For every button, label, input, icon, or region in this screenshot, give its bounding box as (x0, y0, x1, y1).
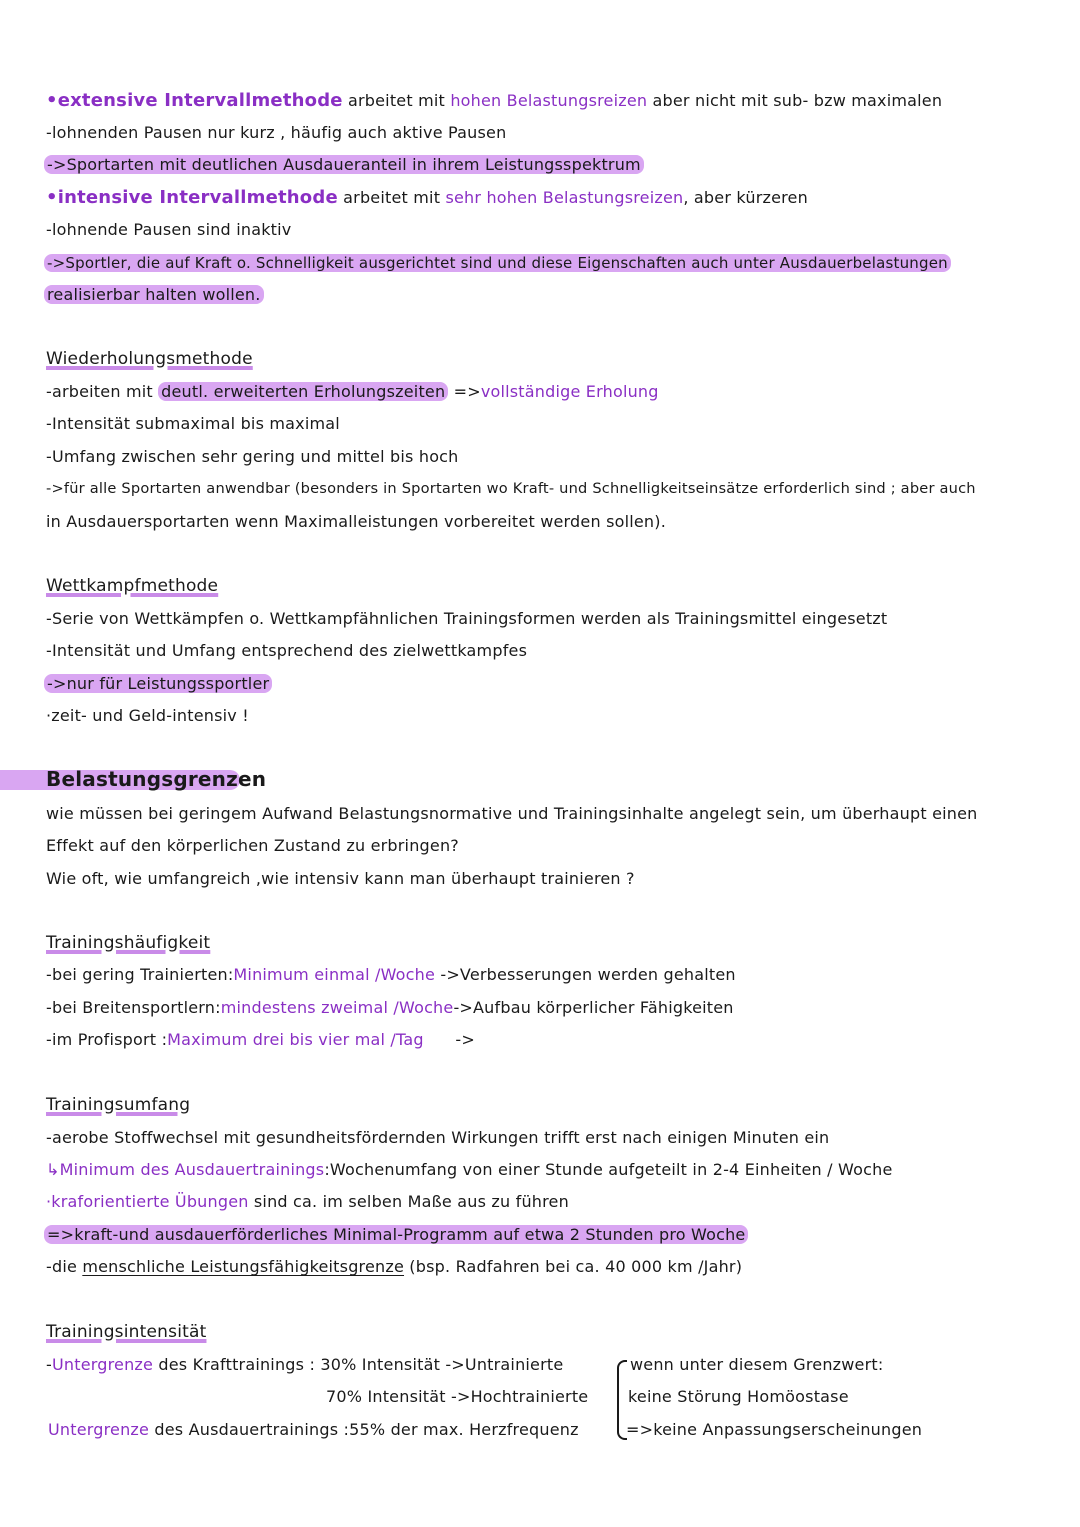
belastung-heading: Belastungsgrenzen (46, 767, 267, 791)
highlight-text: hohen Belastungsreizen (450, 91, 648, 110)
highlighted-note: realisierbar halten wollen. (44, 285, 264, 304)
text: -bei gering Trainierten: (46, 965, 234, 984)
highlighted-note: =>kraft-und ausdauerförderliches Minimal-Programm auf etwa 2 Stunden pro Woche (44, 1225, 748, 1244)
text: => (448, 382, 481, 401)
haeufigkeit-heading: Trainingshäufigkeit (46, 933, 211, 953)
belastung-line-3: Wie oft, wie umfangreich ,wie intensiv kann man überhaupt trainieren ? (46, 869, 635, 888)
text: sind ca. im selben Maße aus zu führen (248, 1192, 569, 1211)
text: -im Profisport : (46, 1030, 168, 1049)
intervall-line-4 (46, 187, 808, 209)
text: ->Verbesserungen werden gehalten (435, 965, 736, 984)
wiederholung-line-1 (46, 381, 659, 403)
extensive-term: •extensive Intervallmethode (46, 90, 343, 111)
intervall-line-5: -lohnende Pausen sind inaktiv (46, 220, 292, 239)
intensitaet-right-1: wenn unter diesem Grenzwert: (630, 1355, 884, 1374)
text: des Ausdauertrainings :55% der max. Herzfrequenz (149, 1420, 579, 1439)
text: -die (46, 1257, 83, 1276)
intervall-line-6 (44, 252, 951, 274)
umfang-line-1: -aerobe Stoffwechsel mit gesundheitsfördernden Wirkungen trifft erst nach einigen Minuten ein (46, 1128, 830, 1147)
haeufigkeit-line-3 (46, 1029, 475, 1051)
intensive-term: •intensive Intervallmethode (46, 187, 338, 208)
highlight-text: Minimum einmal /Woche (233, 965, 436, 984)
highlight-text: Untergrenze (51, 1355, 154, 1374)
umfang-line-2 (46, 1159, 893, 1181)
wettkampf-line-4: ·zeit- und Geld-intensiv ! (46, 706, 249, 725)
highlight-text: ·kraforientierte Übungen (46, 1192, 249, 1211)
text: -arbeiten mit (46, 382, 159, 401)
belastung-line-1: wie müssen bei geringem Aufwand Belastungsnormative und Trainingsinhalte angelegt sein, um überhaupt einen (46, 804, 978, 823)
text: ->Aufbau körperlicher Fähigkeiten (453, 998, 734, 1017)
text: des Krafttrainings : 30% Intensität ->Untrainierte (153, 1355, 564, 1374)
text: , aber kürzeren (683, 188, 808, 207)
underlined-term: menschliche Leistungsfähigkeitsgrenze (82, 1257, 405, 1276)
umfang-line-5 (46, 1256, 742, 1278)
highlighted-note: deutl. erweiterten Erholungszeiten (158, 382, 448, 401)
umfang-line-4 (44, 1224, 748, 1246)
wiederholung-line-2: -Intensität submaximal bis maximal (46, 414, 340, 433)
highlighted-note: ->Sportarten mit deutlichen Ausdaueranteil in ihrem Leistungsspektrum (44, 155, 644, 174)
wettkampf-heading: Wettkampfmethode (46, 576, 219, 596)
belastung-line-2: Effekt auf den körperlichen Zustand zu erbringen? (46, 836, 459, 855)
highlighted-note: ->nur für Leistungssportler (44, 674, 272, 693)
umfang-heading: Trainingsumfang (46, 1095, 191, 1115)
highlight-text: ↳Minimum des Ausdauertrainings (46, 1160, 325, 1179)
wettkampf-line-1: -Serie von Wettkämpfen o. Wettkampfähnlichen Trainingsformen werden als Trainingsmittel eingesetzt (46, 609, 888, 628)
umfang-line-3 (46, 1191, 569, 1213)
intervall-line-3 (44, 154, 644, 176)
intervall-line-2: -lohnenden Pausen nur kurz , häufig auch aktive Pausen (46, 123, 507, 142)
wiederholung-line-4: ->für alle Sportarten anwendbar (besonders in Sportarten wo Kraft- und Schnelligkeitseinsätze erforderlich sind ; aber auch (46, 480, 976, 497)
highlight-text: Untergrenze (48, 1420, 150, 1439)
text: aber nicht mit sub- bzw maximalen (647, 91, 943, 110)
highlighted-note: ->Sportler, die auf Kraft o. Schnelligkeit ausgerichtet sind und diese Eigenschaften auch unter Ausdauerbelastungen (44, 254, 951, 272)
wiederholung-line-3: -Umfang zwischen sehr gering und mittel bis hoch (46, 447, 459, 466)
text: -bei Breitensportlern: (46, 998, 221, 1017)
intervall-line-7 (44, 284, 264, 306)
haeufigkeit-line-1 (46, 964, 736, 986)
wiederholung-line-5: in Ausdauersportarten wenn Maximalleistungen vorbereitet werden sollen). (46, 512, 666, 531)
arrow: -> (423, 1030, 475, 1049)
highlight-text: sehr hohen Belastungsreizen (445, 188, 684, 207)
intensitaet-line-3 (48, 1419, 579, 1441)
wettkampf-line-2: -Intensität und Umfang entsprechend des zielwettkampfes (46, 641, 528, 660)
text: - (46, 1355, 52, 1374)
intensitaet-line-2: 70% Intensität ->Hochtrainierte (326, 1387, 589, 1406)
intensitaet-heading: Trainingsintensität (46, 1322, 207, 1342)
highlight-text: Maximum drei bis vier mal /Tag (167, 1030, 424, 1049)
intervall-line-1 (46, 90, 942, 112)
intensitaet-line-1 (46, 1354, 563, 1376)
highlight-text: mindestens zweimal /Woche (220, 998, 454, 1017)
highlight-text: vollständige Erholung (480, 382, 659, 401)
intensitaet-right-2: keine Störung Homöostase (628, 1387, 849, 1406)
haeufigkeit-line-2 (46, 997, 734, 1019)
text: arbeitet mit (342, 91, 451, 110)
text: (bsp. Radfahren bei ca. 40 000 km /Jahr) (404, 1257, 743, 1276)
text: arbeitet mit (337, 188, 446, 207)
wiederholung-heading: Wiederholungsmethode (46, 349, 253, 369)
wettkampf-line-3 (44, 673, 272, 695)
intensitaet-right-3: =>keine Anpassungserscheinungen (626, 1420, 923, 1439)
text: :Wochenumfang von einer Stunde aufgeteilt in 2-4 Einheiten / Woche (324, 1160, 893, 1179)
